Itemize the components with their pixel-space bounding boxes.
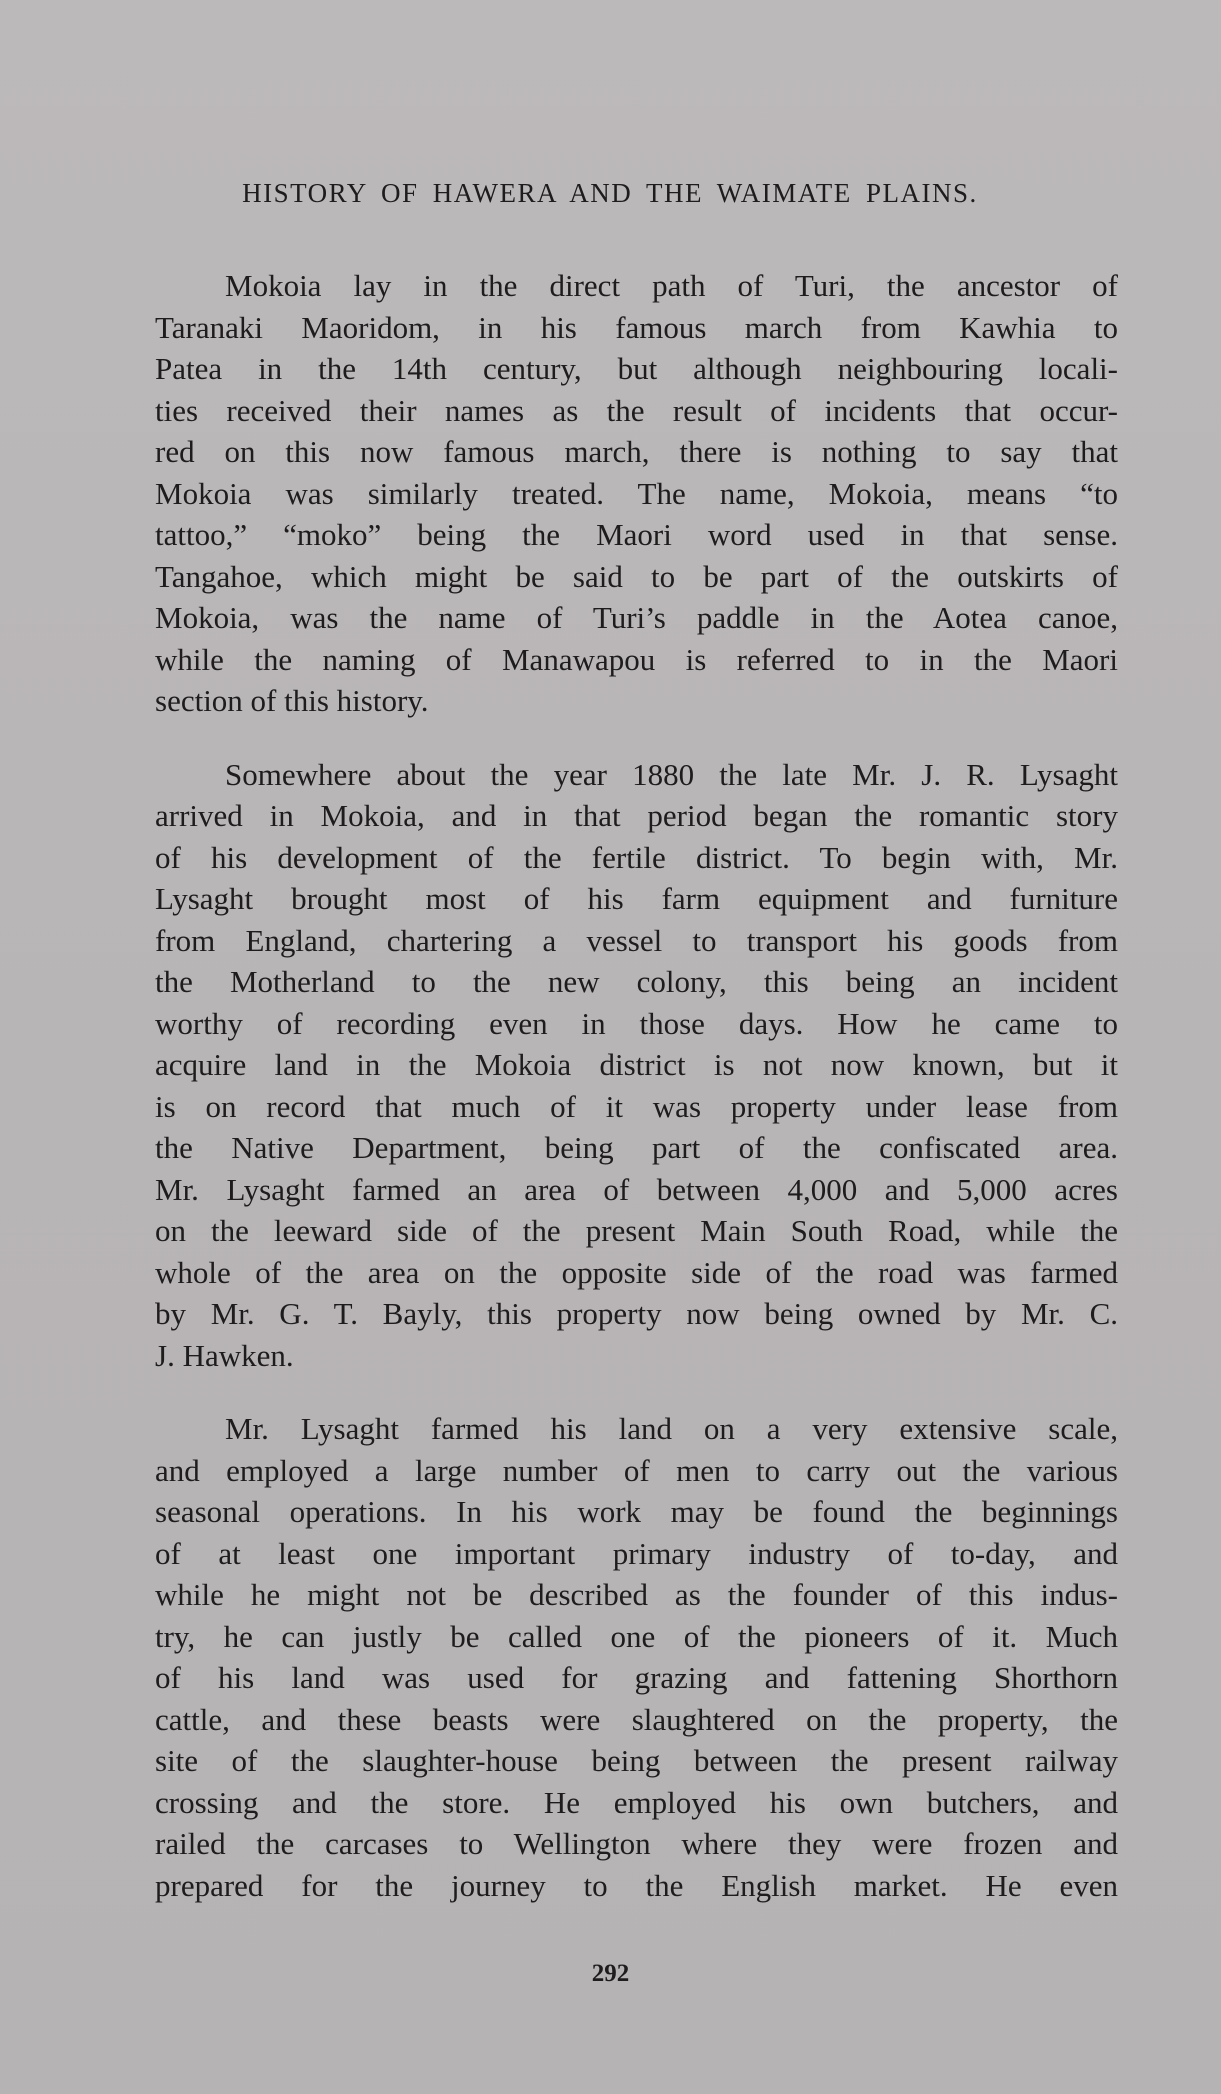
paragraph-3 [155,1408,1118,1906]
text-line: seasonal operations. In his work may be found the beginnings [155,1494,1118,1529]
text-line: try, he can justly be called one of the pioneers of it. Much [155,1618,1118,1654]
text-line: is on record that much of it was property under lease from [155,1088,1118,1124]
text-line: Taranaki Maoridom, in his famous march from Kawhia to [155,309,1118,345]
text-line: Lysaght brought most of his farm equipment and furniture [155,881,1118,916]
text-line: Somewhere about the year 1880 the late Mr. J. R. Lysaght [225,756,1118,792]
text-line: and employed a large number of men to carry out the various [155,1452,1118,1488]
paragraph-2 [155,754,1118,1377]
text-line: prepared for the journey to the English market. He even [155,1867,1118,1903]
text-line: the Motherland to the new colony, this being an incident [155,964,1118,999]
text-line: J. Hawken. [155,1337,294,1373]
text-line: section of this history. [155,683,429,718]
text-line: by Mr. G. T. Bayly, this property now being owned by Mr. C. [155,1296,1118,1331]
text-line: crossing and the store. He employed his own butchers, and [155,1784,1118,1820]
running-head: HISTORY OF HAWERA AND THE WAIMATE PLAINS. [242,178,978,208]
text-line: of his development of the fertile district. To begin with, Mr. [155,839,1118,875]
text-line: Patea in the 14th century, but although neighbouring locali- [155,351,1118,386]
text-line: of at least one important primary industry of to-day, and [155,1535,1118,1571]
text-line: Mokoia lay in the direct path of Turi, the ancestor of [225,268,1118,303]
text-line: Tangahoe, which might be said to be part of the outskirts of [155,558,1118,594]
text-line: red on this now famous march, there is nothing to say that [155,434,1118,469]
text-line: the Native Department, being part of the confiscated area. [155,1130,1118,1165]
text-line: Mr. Lysaght farmed his land on a very extensive scale, [225,1411,1118,1446]
text-line: whole of the area on the opposite side of the road was farmed [155,1254,1118,1290]
text-line: on the leeward side of the present Main South Road, while the [155,1213,1118,1248]
text-line: railed the carcases to Wellington where they were frozen and [155,1826,1118,1861]
page-number: 292 [591,1960,630,1987]
text-line: Mr. Lysaght farmed an area of between 4,000 and 5,000 acres [155,1171,1118,1207]
text-line: ties received their names as the result of incidents that occur- [155,392,1118,428]
text-line: while the naming of Manawapou is referred to in the Maori [155,641,1118,677]
paragraph-1 [155,265,1118,722]
text-line: worthy of recording even in those days. How he came to [155,1005,1118,1041]
text-line: tattoo,” “moko” being the Maori word used in that sense. [155,517,1118,552]
text-line: of his land was used for grazing and fattening Shorthorn [155,1660,1118,1695]
body-text [155,265,1118,1938]
text-line: Mokoia, was the name of Turi’s paddle in the Aotea canoe, [155,600,1118,635]
text-line: acquire land in the Mokoia district is not now known, but it [155,1047,1118,1082]
text-line: arrived in Mokoia, and in that period began the romantic story [155,798,1118,833]
text-line: from England, chartering a vessel to transport his goods from [155,922,1118,958]
text-line: cattle, and these beasts were slaughtered on the property, the [155,1701,1118,1737]
text-line: Mokoia was similarly treated. The name, Mokoia, means “to [155,475,1118,511]
text-line: site of the slaughter-house being between the present railway [155,1743,1118,1778]
text-line: while he might not be described as the founder of this indus- [155,1577,1118,1612]
